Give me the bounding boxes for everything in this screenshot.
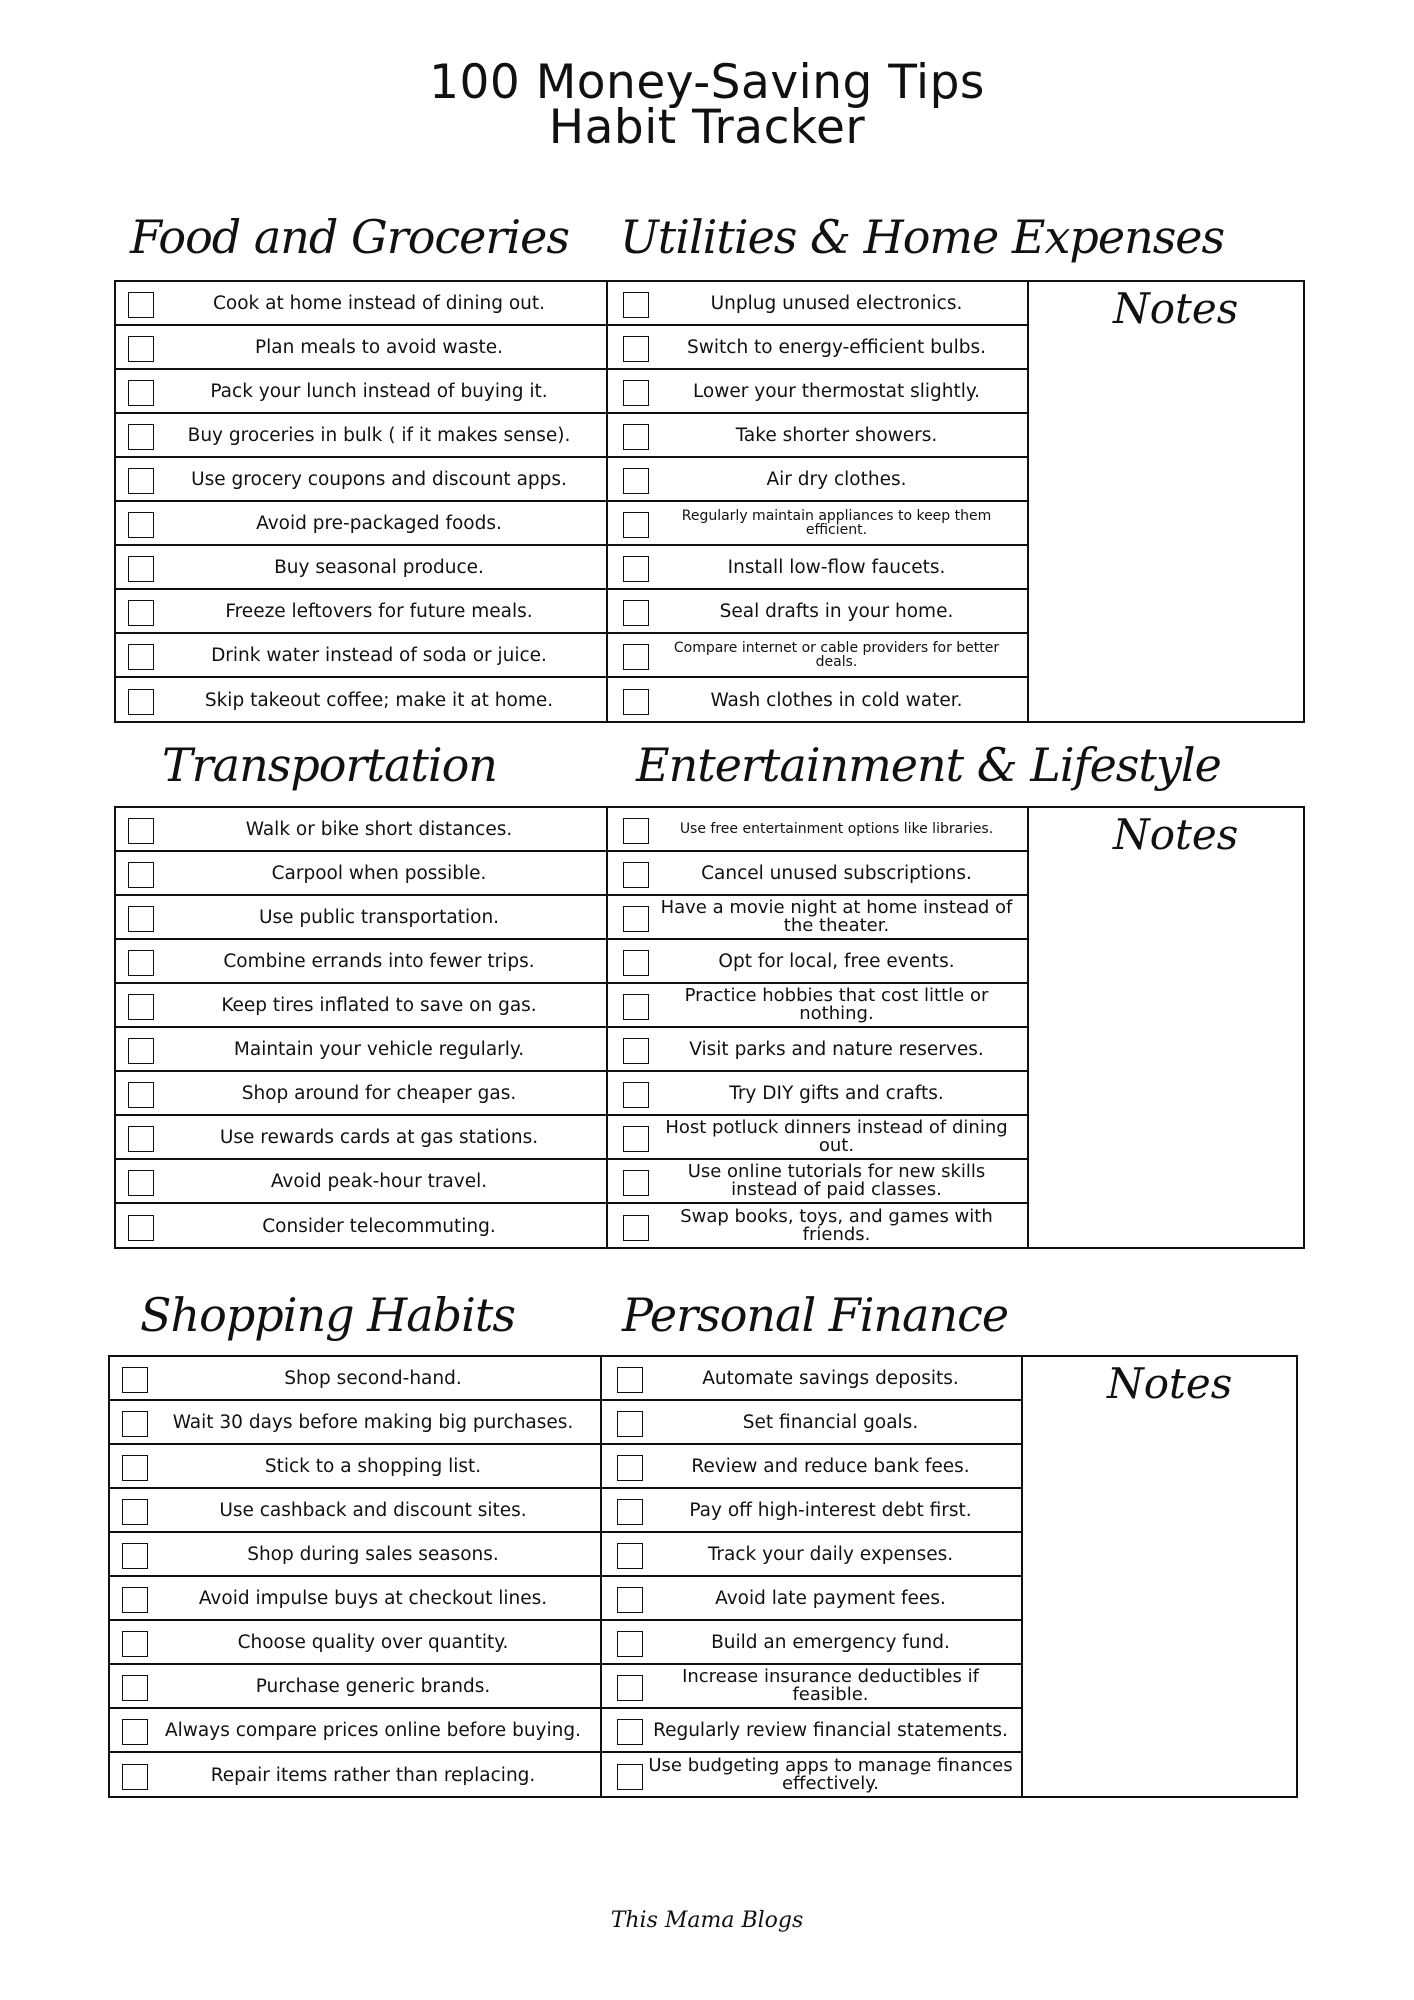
- habit-label: Always compare prices online before buying.: [165, 1719, 581, 1741]
- habit-checkbox[interactable]: [617, 1543, 643, 1569]
- tracker-row: [608, 326, 1027, 370]
- habit-label: Pay off high-interest debt first.: [689, 1499, 972, 1521]
- habit-checkbox[interactable]: [122, 1455, 148, 1481]
- habit-label: Shop second-hand.: [284, 1367, 462, 1389]
- tracker-row: [608, 678, 1027, 722]
- tracker-row: [116, 940, 606, 984]
- tracker-row: [608, 370, 1027, 414]
- tracker-row: [602, 1753, 1021, 1797]
- habit-label: Track your daily expenses.: [707, 1543, 954, 1565]
- habit-label: Practice hobbies that cost little or nothing.: [684, 985, 989, 1024]
- habit-label: Pack your lunch instead of buying it.: [210, 380, 548, 402]
- habit-checkbox[interactable]: [623, 292, 649, 318]
- habit-checkbox[interactable]: [617, 1764, 643, 1790]
- tracker-row: [608, 940, 1027, 984]
- tracker-row: [608, 1204, 1027, 1248]
- habit-checkbox[interactable]: [128, 380, 154, 406]
- habit-checkbox[interactable]: [128, 1082, 154, 1108]
- habit-checkbox[interactable]: [617, 1455, 643, 1481]
- habit-checkbox[interactable]: [617, 1587, 643, 1613]
- habit-label: Shop during sales seasons.: [247, 1543, 499, 1565]
- habit-checkbox[interactable]: [617, 1411, 643, 1437]
- habit-label: Freeze leftovers for future meals.: [225, 600, 533, 622]
- habit-checkbox[interactable]: [128, 1126, 154, 1152]
- tracker-row: [116, 1116, 606, 1160]
- left-column: [110, 1357, 602, 1796]
- habit-label: Install low-flow faucets.: [727, 556, 946, 578]
- tracker-row: [116, 370, 606, 414]
- habit-label: Wait 30 days before making big purchases.: [172, 1411, 574, 1433]
- notes-label: Notes: [1113, 284, 1239, 333]
- habit-checkbox[interactable]: [128, 1215, 154, 1241]
- habit-label: Regularly review financial statements.: [653, 1719, 1008, 1741]
- habit-label: Cancel unused subscriptions.: [701, 862, 972, 884]
- tracker-row: [608, 414, 1027, 458]
- habit-label: Use public transportation.: [258, 906, 500, 928]
- left-column: [116, 282, 608, 721]
- tracker-row: [110, 1753, 600, 1797]
- habit-checkbox[interactable]: [623, 556, 649, 582]
- tracker-row: [116, 1028, 606, 1072]
- habit-label: Air dry clothes.: [766, 468, 907, 490]
- habit-label: Plan meals to avoid waste.: [254, 336, 504, 358]
- notes-label: Notes: [1107, 1359, 1233, 1408]
- brand-signature: This Mama Blogs: [610, 1908, 804, 1933]
- tracker-row: [602, 1621, 1021, 1665]
- habit-label: Maintain your vehicle regularly.: [233, 1038, 525, 1060]
- habit-label: Avoid late payment fees.: [715, 1587, 946, 1609]
- habit-checkbox[interactable]: [623, 906, 649, 932]
- tracker-row: [602, 1577, 1021, 1621]
- habit-checkbox[interactable]: [617, 1631, 643, 1657]
- section-heading-utilities-home: Utilities & Home Expenses: [620, 210, 1225, 264]
- habit-checkbox[interactable]: [623, 600, 649, 626]
- tracker-row: [602, 1401, 1021, 1445]
- tracker-row: [116, 1204, 606, 1248]
- habit-checkbox[interactable]: [623, 468, 649, 494]
- habit-checkbox[interactable]: [122, 1719, 148, 1745]
- habit-checkbox[interactable]: [617, 1367, 643, 1393]
- habit-checkbox[interactable]: [617, 1499, 643, 1525]
- tracker-row: [116, 634, 606, 678]
- habit-checkbox[interactable]: [122, 1499, 148, 1525]
- tracker-row: [116, 326, 606, 370]
- habit-label: Skip takeout coffee; make it at home.: [204, 689, 554, 711]
- tracker-row: [110, 1445, 600, 1489]
- tracker-row: [602, 1665, 1021, 1709]
- habit-checkbox[interactable]: [623, 1215, 649, 1241]
- habit-checkbox[interactable]: [623, 644, 649, 670]
- habit-label: Carpool when possible.: [271, 862, 487, 884]
- habit-label: Try DIY gifts and crafts.: [729, 1082, 944, 1104]
- tracker-row: [608, 546, 1027, 590]
- habit-label: Buy groceries in bulk ( if it makes sense).: [187, 424, 571, 446]
- tracker-table-shopping-finance: [108, 1355, 1298, 1798]
- right-column: [602, 1357, 1023, 1796]
- habit-label: Buy seasonal produce.: [274, 556, 484, 578]
- right-column: [608, 282, 1029, 721]
- habit-checkbox[interactable]: [617, 1719, 643, 1745]
- tracker-row: [116, 590, 606, 634]
- right-column: [608, 808, 1029, 1247]
- habit-label: Take shorter showers.: [735, 424, 938, 446]
- habit-label: Lower your thermostat slightly.: [692, 380, 981, 402]
- tracker-row: [116, 1072, 606, 1116]
- habit-label: Drink water instead of soda or juice.: [211, 644, 547, 666]
- habit-label: Shop around for cheaper gas.: [241, 1082, 517, 1104]
- habit-label: Stick to a shopping list.: [264, 1455, 482, 1477]
- tracker-row: [602, 1533, 1021, 1577]
- tracker-row: [116, 458, 606, 502]
- notes-label: Notes: [1113, 810, 1239, 859]
- page-title: [0, 55, 1414, 155]
- habit-checkbox[interactable]: [623, 1170, 649, 1196]
- tracker-row: [110, 1577, 600, 1621]
- habit-label: Consider telecommuting.: [262, 1215, 496, 1237]
- habit-checkbox[interactable]: [623, 424, 649, 450]
- tracker-row: [608, 458, 1027, 502]
- habit-checkbox[interactable]: [128, 600, 154, 626]
- habit-checkbox[interactable]: [128, 950, 154, 976]
- habit-label: Use online tutorials for new skills instead of paid classes.: [687, 1161, 986, 1200]
- habit-label: Seal drafts in your home.: [719, 600, 954, 622]
- tracker-row: [116, 546, 606, 590]
- left-column: [116, 808, 608, 1247]
- habit-checkbox[interactable]: [623, 512, 649, 538]
- habit-label: Use free entertainment options like libraries.: [679, 821, 994, 837]
- notes-area[interactable]: [1029, 808, 1303, 1247]
- tracker-row: [602, 1709, 1021, 1753]
- habit-checkbox[interactable]: [122, 1587, 148, 1613]
- habit-checkbox[interactable]: [128, 994, 154, 1020]
- habit-checkbox[interactable]: [128, 862, 154, 888]
- tracker-row: [116, 984, 606, 1028]
- habit-label: Swap books, toys, and games with friends.: [680, 1206, 993, 1245]
- tracker-row: [608, 852, 1027, 896]
- habit-checkbox[interactable]: [623, 380, 649, 406]
- tracker-row: [608, 1160, 1027, 1204]
- tracker-row: [608, 502, 1027, 546]
- habit-label: Use cashback and discount sites.: [219, 1499, 527, 1521]
- notes-area[interactable]: [1029, 282, 1303, 721]
- tracker-row: [116, 282, 606, 326]
- tracker-row: [608, 808, 1027, 852]
- habit-label: Repair items rather than replacing.: [210, 1764, 536, 1786]
- habit-checkbox[interactable]: [623, 689, 649, 715]
- habit-label: Keep tires inflated to save on gas.: [221, 994, 537, 1016]
- habit-checkbox[interactable]: [128, 424, 154, 450]
- habit-checkbox[interactable]: [122, 1764, 148, 1790]
- habit-label: Avoid peak-hour travel.: [270, 1170, 488, 1192]
- habit-label: Choose quality over quantity.: [237, 1631, 509, 1653]
- habit-checkbox[interactable]: [128, 644, 154, 670]
- section-heading-transportation: Transportation: [162, 738, 497, 792]
- section-heading-food-groceries: Food and Groceries: [130, 210, 569, 264]
- tracker-row: [116, 678, 606, 722]
- tracker-row: [608, 590, 1027, 634]
- habit-checkbox[interactable]: [122, 1631, 148, 1657]
- habit-label: Walk or bike short distances.: [245, 818, 513, 840]
- habit-label: Set financial goals.: [742, 1411, 919, 1433]
- habit-label: Build an emergency fund.: [711, 1631, 950, 1653]
- tracker-table-food-utilities: [114, 280, 1305, 723]
- tracker-row: [110, 1489, 600, 1533]
- tracker-row: [602, 1357, 1021, 1401]
- habit-checkbox[interactable]: [623, 336, 649, 362]
- habit-label: Unplug unused electronics.: [710, 292, 963, 314]
- habit-checkbox[interactable]: [623, 950, 649, 976]
- habit-label: Use budgeting apps to manage finances effectively.: [648, 1755, 1013, 1794]
- notes-area[interactable]: [1023, 1357, 1296, 1796]
- habit-label: Avoid pre-packaged foods.: [256, 512, 502, 534]
- habit-label: Cook at home instead of dining out.: [212, 292, 546, 314]
- habit-checkbox[interactable]: [128, 292, 154, 318]
- tracker-row: [116, 852, 606, 896]
- habit-label: Use grocery coupons and discount apps.: [191, 468, 567, 490]
- tracker-row: [116, 896, 606, 940]
- habit-checkbox[interactable]: [623, 1126, 649, 1152]
- tracker-row: [608, 1072, 1027, 1116]
- habit-label: Automate savings deposits.: [702, 1367, 959, 1389]
- habit-checkbox[interactable]: [122, 1367, 148, 1393]
- habit-checkbox[interactable]: [623, 1038, 649, 1064]
- habit-checkbox[interactable]: [128, 1170, 154, 1196]
- tracker-row: [110, 1357, 600, 1401]
- habit-label: Combine errands into fewer trips.: [223, 950, 535, 972]
- section-heading-personal-finance: Personal Finance: [622, 1288, 1009, 1342]
- tracker-row: [602, 1445, 1021, 1489]
- habit-checkbox[interactable]: [128, 906, 154, 932]
- habit-label: Increase insurance deductibles if feasible.: [682, 1666, 979, 1705]
- tracker-row: [608, 1028, 1027, 1072]
- habit-checkbox[interactable]: [122, 1411, 148, 1437]
- tracker-row: [608, 282, 1027, 326]
- tracker-row: [608, 984, 1027, 1028]
- habit-checkbox[interactable]: [623, 818, 649, 844]
- habit-label: Visit parks and nature reserves.: [689, 1038, 984, 1060]
- tracker-row: [116, 1160, 606, 1204]
- habit-label: Opt for local, free events.: [718, 950, 955, 972]
- habit-label: Regularly maintain appliances to keep them efficient.: [681, 508, 992, 538]
- tracker-table-transport-entertainment: [114, 806, 1305, 1249]
- tracker-row: [602, 1489, 1021, 1533]
- habit-checkbox[interactable]: [623, 1082, 649, 1108]
- habit-checkbox[interactable]: [128, 468, 154, 494]
- tracker-row: [110, 1709, 600, 1753]
- habit-label: Use rewards cards at gas stations.: [219, 1126, 539, 1148]
- habit-checkbox[interactable]: [128, 336, 154, 362]
- habit-label: Switch to energy-efficient bulbs.: [687, 336, 986, 358]
- tracker-row: [110, 1533, 600, 1577]
- habit-checkbox[interactable]: [623, 994, 649, 1020]
- tracker-row: [608, 1116, 1027, 1160]
- habit-label: Host potluck dinners instead of dining out.: [665, 1117, 1008, 1156]
- tracker-row: [116, 502, 606, 546]
- title-line-1: 100 Money-Saving Tips: [429, 55, 985, 110]
- habit-checkbox[interactable]: [128, 512, 154, 538]
- habit-label: Avoid impulse buys at checkout lines.: [198, 1587, 548, 1609]
- habit-checkbox[interactable]: [128, 689, 154, 715]
- habit-checkbox[interactable]: [623, 862, 649, 888]
- tracker-row: [116, 808, 606, 852]
- section-heading-shopping-habits: Shopping Habits: [140, 1288, 515, 1342]
- habit-checkbox[interactable]: [617, 1675, 643, 1701]
- habit-label: Review and reduce bank fees.: [691, 1455, 970, 1477]
- habit-checkbox[interactable]: [128, 556, 154, 582]
- habit-label: Purchase generic brands.: [255, 1675, 491, 1697]
- habit-label: Wash clothes in cold water.: [710, 689, 963, 711]
- habit-checkbox[interactable]: [128, 1038, 154, 1064]
- tracker-row: [608, 634, 1027, 678]
- tracker-row: [116, 414, 606, 458]
- section-heading-entertainment-lifestyle: Entertainment & Lifestyle: [636, 738, 1221, 792]
- tracker-row: [608, 896, 1027, 940]
- habit-label: Have a movie night at home instead of the theater.: [660, 897, 1013, 936]
- tracker-row: [110, 1665, 600, 1709]
- habit-label: Compare internet or cable providers for better deals.: [673, 640, 1000, 670]
- habit-checkbox[interactable]: [122, 1675, 148, 1701]
- tracker-row: [110, 1621, 600, 1665]
- habit-checkbox[interactable]: [122, 1543, 148, 1569]
- tracker-row: [110, 1401, 600, 1445]
- habit-checkbox[interactable]: [128, 818, 154, 844]
- title-line-2: Habit Tracker: [548, 100, 866, 155]
